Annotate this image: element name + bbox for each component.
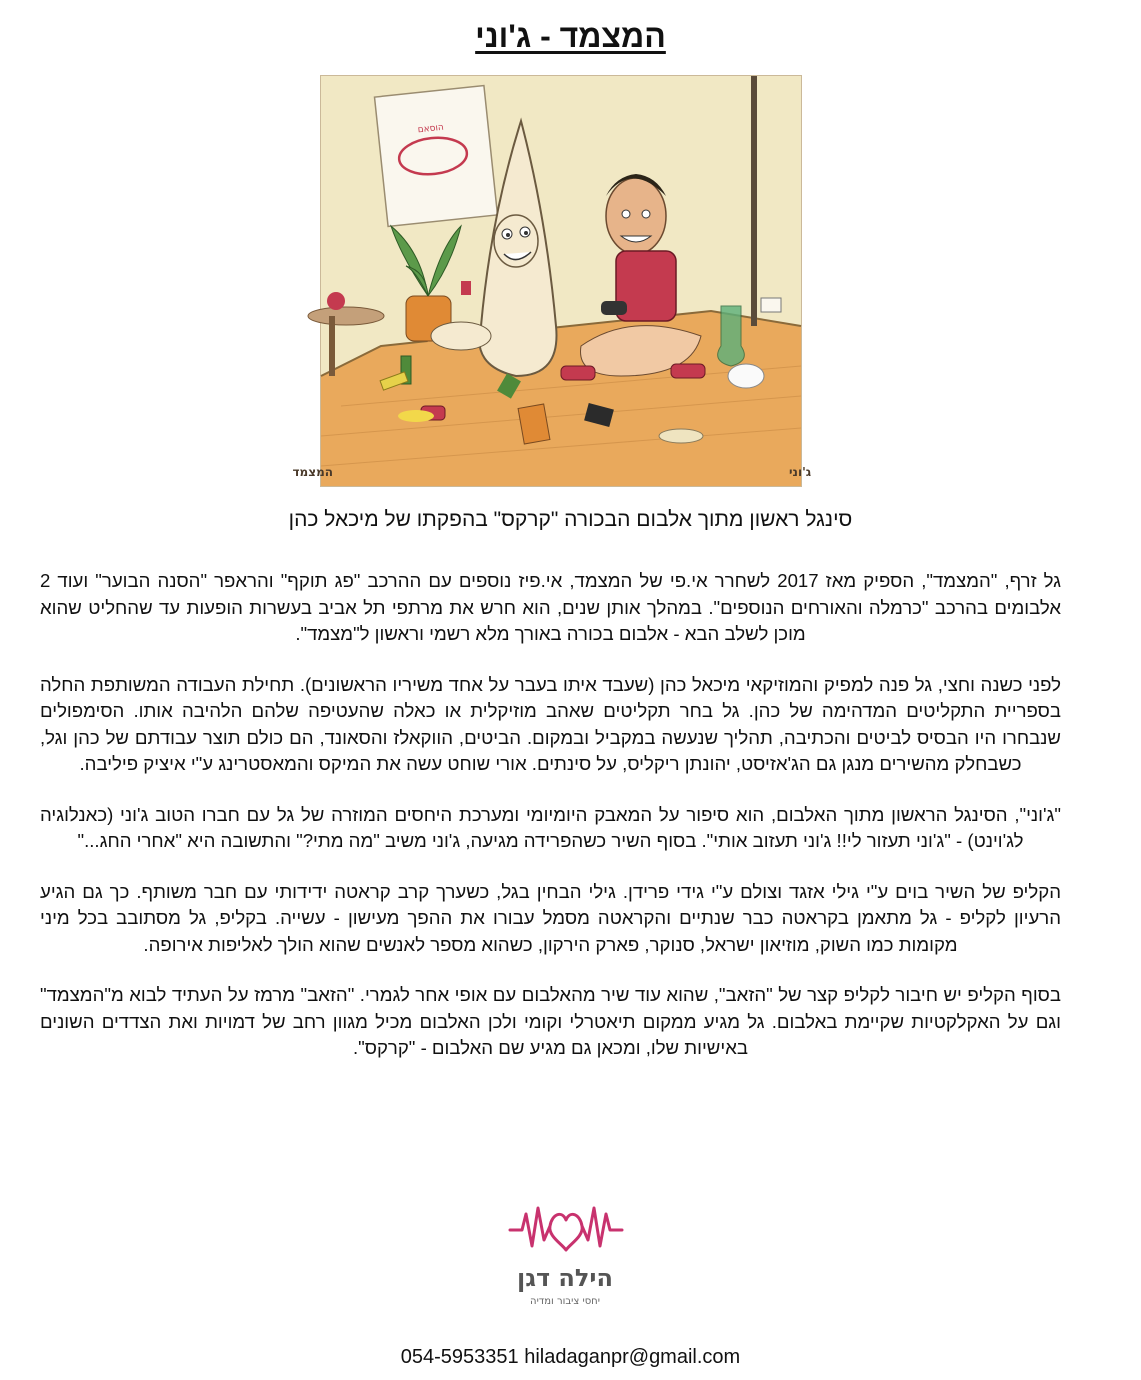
paragraph: "ג'וני", הסינגל הראשון מתוך האלבום, הוא סיפור על המאבק היומיומי ומערכת היחסים המוזרה של גל עם חברו הטוב ג'וני (כאנלוגיה לג'וינט) - "ג'וני תעזור לי!! ג'וני תעזוב אותי". בסוף השיר כשהפרידה מגיעה, ג'וני משיב "מה מתי?" והתשובה היא "אחרי החג..." [40,803,1061,851]
paragraph: לפני כשנה וחצי, גל פנה למפיק והמוזיקאי מיכאל כהן (שעבד איתו בעבר על אחד משיריו הראשונים). תחילת העבודה המשותפת החלה בספריית התקליטים המדהימה של כהן. גל בחר תקליטים שאהב מוזיקלית או כאלה שהעטיפה שלהם הלהיבה אותו. הסימפולים שנבחרו היו הבסיס לביטים והכתיבה, תהליך שנעשה במקביל ובמקום. הביטים, הווקאלז והסאונד, הם כולם תוצר עבודתם של כהן וגל, כשבחלק מהשירים מנגן גם הג'אזיסט, יהונתן ריקליס, על סינתים. אורי שוחט עשה את המיקס והמאסטרינג ע"י איציק פיליבה. [40,673,1061,774]
logo-tagline: יחסי ציבור ומדיה [530,1296,600,1307]
poster-text: הוסאם [417,122,445,136]
album-artwork [292,75,812,487]
page-title: המצמד - ג'וני [475,18,666,54]
paragraph: הקליפ של השיר בוים ע"י גילי אזגד וצולם ע"י גידי פרידן. גילי הבחין בגל, כשערך קרב קראטה ידידותי עם חבר משותף. כך גם הגיע הרעיון לקליפ - גל מתאמן בקראטה כבר שנתיים והקראטה מסמל עבורו את ההפך מעישון - עשייה. בקליפ, גל מסתובב בכל מיני מקומות כמו השוק, מוזיאון ישראל, סנוקר, פארק הירקון, כשהוא מספר לאנשים שהוא הולך לאליפות אירופה. [40,880,1061,955]
paragraph: בסוף הקליפ יש חיבור לקליפ קצר של "הזאב", שהוא עוד שיר מהאלבום עם אופי אחר לגמרי. "הזאב" מרמז על העתיד לבוא מ"המצמד" וגם על האקלקטיות שקיימת באלבום. גל מגיע ממקום תיאטרלי וקומי ולכן האלבום מכיל מגוון רחב של דמויות ואת הצדדים השונים באישיות שלו, ומכאן גם מגיע שם האלבום - "קרקס". [40,984,1061,1058]
heartbeat-logo-icon [490,1200,640,1310]
subtitle: סינגל ראשון מתוך אלבום הבכורה "קרקס" בהפקתו של מיכאל כהן [288,508,853,531]
paragraph: גל זרף, "המצמד", הספיק מאז 2017 לשחרר אי.פי של המצמד, אי.פיז נוספים עם ההרכב "פג תוקף" והראפר "הסנה הבוער" ועוד 2 אלבומים בהרכב "כרמלה והאורחים הנוספים". במהלך אותן שנים, הוא חרש את מרתפי תל אביב בעשרות הופעות עד שהחליט שהוא מוכן לשלב הבא - אלבום בכורה באורך מלא רשמי וראשון ל"מצמד". [40,570,1061,644]
artwork-caption-right: ג'וני [789,465,812,479]
logo-name: הילה דגן [517,1264,613,1292]
contact-info: 054-5953351 hiladaganpr@gmail.com [400,1346,741,1368]
artwork-illustration [292,76,812,486]
wall-poster [375,86,498,227]
man-character [606,178,666,254]
artwork-caption-left: המצמד [292,465,333,479]
pr-logo [490,1200,640,1310]
article-body [40,568,1061,1086]
